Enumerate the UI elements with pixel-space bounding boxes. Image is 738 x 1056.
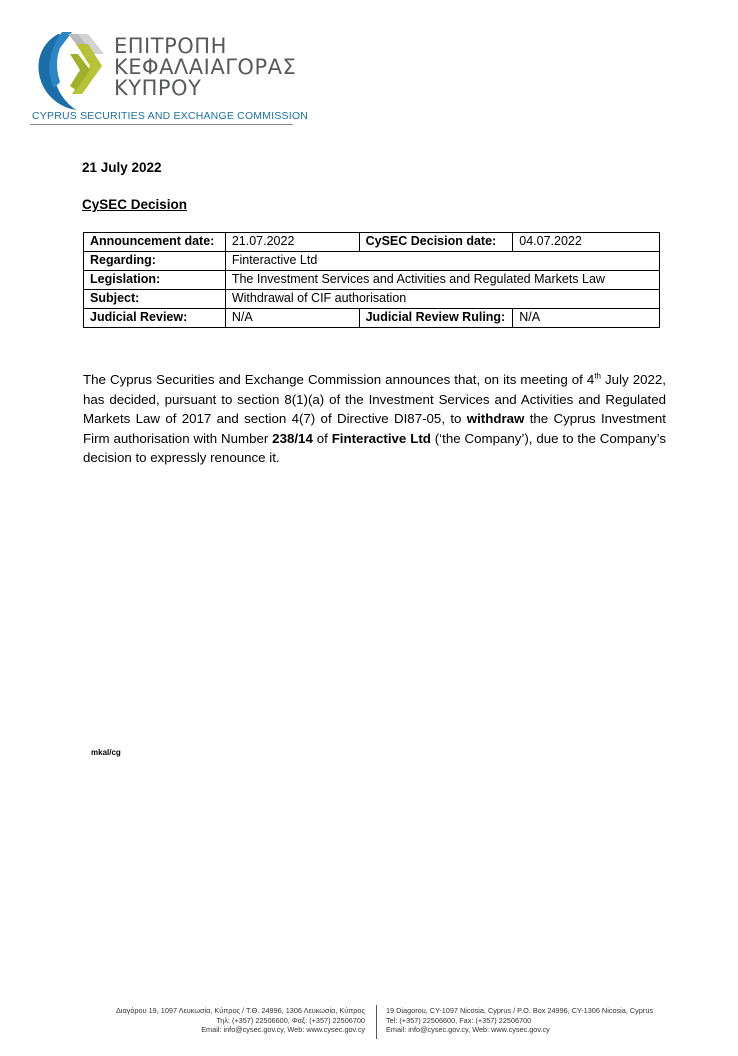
logo-line-3: ΚΥΠΡΟΥ — [114, 76, 202, 100]
author-initials: mkal/cg — [91, 748, 121, 757]
legislation-value: The Investment Services and Activities and Regulated Markets Law — [225, 271, 659, 290]
announcement-date-value: 21.07.2022 — [225, 233, 359, 252]
logo-line-1: ΕΠΙΤΡΟΠΗ — [114, 34, 227, 58]
body-superscript: th — [594, 371, 601, 381]
judicial-ruling-value: N/A — [513, 309, 660, 328]
regarding-value: Finteractive Ltd — [225, 252, 659, 271]
document-date: 21 July 2022 — [82, 160, 162, 175]
table-row — [84, 252, 660, 271]
judicial-ruling-label: Judicial Review Ruling: — [359, 309, 513, 328]
subject-label: Subject: — [84, 290, 226, 309]
judicial-review-value: N/A — [225, 309, 359, 328]
legislation-label: Legislation: — [84, 271, 226, 290]
body-text: July 2022, has decided, pursuant to section 8(1)(a) of the Investment Services and Activities and Regulated Markets Law of 2017 and section 4(7) of Directive DI87-05, to — [83, 372, 667, 427]
body-bold-number: 238/14 — [272, 430, 313, 446]
body-text: The Cyprus Securities and Exchange Commission announces that, on its meeting of 4 — [83, 372, 595, 388]
body-text: of — [312, 430, 332, 446]
cysec-logo — [30, 28, 308, 126]
footer-line: 19 Diagorou, CY-1097 Nicosia, Cyprus / P.O. Box 24996, CY-1306 Nicosia, Cyprus — [386, 1006, 654, 1015]
footer-greek-address — [116, 1006, 365, 1035]
decision-paragraph — [83, 370, 666, 468]
footer-line: Tel: (+357) 22506600, Fax: (+357) 22506700 — [386, 1015, 532, 1025]
body-text: the Cyprus Investment Firm authorisation with Number — [83, 411, 666, 446]
judicial-review-label: Judicial Review: — [84, 309, 226, 328]
logo-line-2: ΚΕΦΑΛΑΙΑΓΟΡΑΣ — [114, 55, 297, 79]
regarding-label: Regarding: — [84, 252, 226, 271]
logo-greek-title — [114, 36, 296, 99]
body-bold-company: Finteractive Ltd — [331, 430, 431, 446]
table-row — [84, 309, 660, 328]
table-row — [84, 271, 660, 290]
body-bold-action: withdraw — [466, 411, 525, 427]
cysec-emblem-icon — [32, 30, 108, 112]
footer-line: Email: info@cysec.gov.cy, Web: www.cysec.gov.cy — [386, 1025, 550, 1034]
decision-date-label: CySEC Decision date: — [359, 233, 513, 252]
announcement-date-label: Announcement date: — [84, 233, 226, 252]
body-text: (‘the Company’), due to the Company’s decision to expressly renounce it. — [83, 430, 667, 466]
footer-english-address — [386, 1006, 653, 1035]
logo-subtitle: CYPRUS SECURITIES AND EXCHANGE COMMISSION — [32, 110, 308, 122]
decision-info-table — [83, 232, 660, 328]
footer-line: Email: info@cysec.gov.cy, Web: www.cysec.gov.cy — [201, 1025, 365, 1034]
footer-line: Τηλ: (+357) 22506600, Φαξ: (+357) 22506700 — [216, 1015, 365, 1025]
logo-underline — [30, 124, 293, 125]
table-row — [84, 290, 660, 309]
footer-divider — [376, 1005, 377, 1039]
decision-date-value: 04.07.2022 — [513, 233, 660, 252]
footer-line: Διαγόρου 19, 1097 Λευκωσία, Κύπρος / Τ.Θ. 24996, 1306 Λευκωσία, Κύπρος — [115, 1006, 365, 1015]
subject-value: Withdrawal of CIF authorisation — [225, 290, 659, 309]
table-row — [84, 233, 660, 252]
document-heading: CySEC Decision — [82, 197, 188, 212]
